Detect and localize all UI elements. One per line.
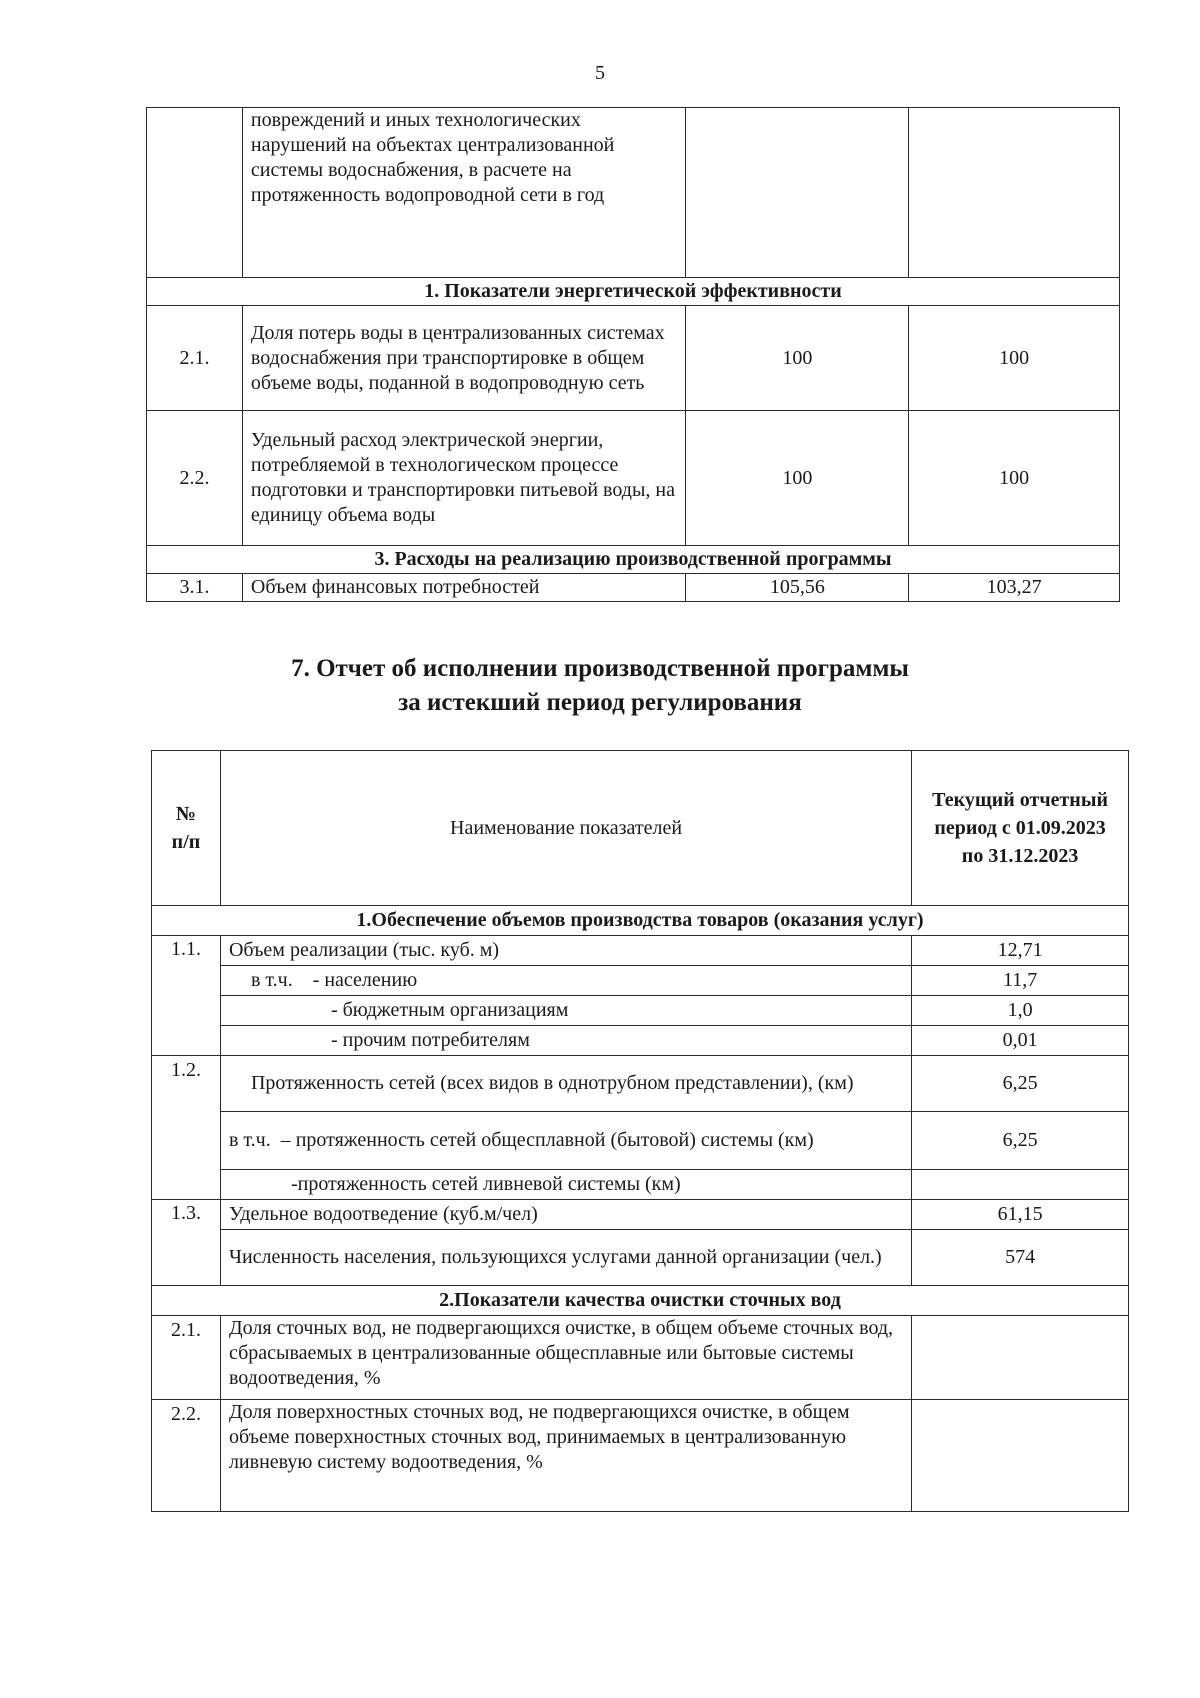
value-cell [909, 108, 1120, 278]
table-row [152, 936, 1129, 966]
header-name: Наименование показателей [220, 751, 911, 906]
value-cell [686, 108, 909, 278]
table-row [147, 574, 1120, 602]
table-row [152, 1170, 1129, 1200]
indicator-text: повреждений и иных технологических нарушений на объектах централизованной системы водоснабжения, в расчете на протяженность водопроводной сети в год [242, 108, 686, 278]
value-cell: 103,27 [909, 574, 1120, 602]
value-cell: 12,71 [912, 936, 1129, 966]
table-row [152, 1200, 1129, 1230]
indicator-text: Объем реализации (тыс. куб. м) [220, 936, 911, 966]
table-row [152, 1400, 1129, 1512]
section-row [152, 1286, 1129, 1316]
value-cell: 11,7 [912, 966, 1129, 996]
row-number: 2.2. [147, 411, 243, 546]
row-number: 2.2. [152, 1400, 221, 1512]
value-cell [912, 1400, 1129, 1512]
row-number: 1.3. [152, 1200, 221, 1286]
value-cell: 100 [686, 306, 909, 411]
section-heading: 1.Обеспечение объемов производства товаров (оказания услуг) [152, 906, 1129, 936]
table-row [152, 966, 1129, 996]
row-number: 2.1. [152, 1316, 221, 1400]
value-cell: 61,15 [912, 1200, 1129, 1230]
indicator-text: Протяженность сетей (всех видов в однотрубном представлении), (км) [220, 1056, 911, 1112]
value-cell: 6,25 [912, 1056, 1129, 1112]
table-row [152, 996, 1129, 1026]
indicator-text: -протяженность сетей ливневой системы (км) [220, 1170, 911, 1200]
value-cell: 0,01 [912, 1026, 1129, 1056]
row-number: 3.1. [147, 574, 243, 602]
indicator-text: Доля сточных вод, не подвергающихся очистке, в общем объеме сточных вод, сбрасываемых в централизованные общесплавные или бытовые системы водоотведения, % [220, 1316, 911, 1400]
value-cell: 100 [686, 411, 909, 546]
indicator-text: Доля потерь воды в централизованных системах водоснабжения при транспортировке в общем объеме воды, поданной в водопроводную сеть [242, 306, 686, 411]
value-cell [912, 1170, 1129, 1200]
indicator-text: - прочим потребителям [220, 1026, 911, 1056]
value-cell: 1,0 [912, 996, 1129, 1026]
table-row [147, 306, 1120, 411]
section-heading: 1. Показатели энергетической эффективности [147, 278, 1120, 306]
section-row [147, 546, 1120, 574]
value-cell: 105,56 [686, 574, 909, 602]
indicator-text: - бюджетным организациям [220, 996, 911, 1026]
section-heading: 2.Показатели качества очистки сточных вод [152, 1286, 1129, 1316]
indicator-text: Удельное водоотведение (куб.м/чел) [220, 1200, 911, 1230]
table-row [147, 411, 1120, 546]
value-cell: 100 [909, 306, 1120, 411]
indicator-text: в т.ч. – протяженность сетей общесплавной (бытовой) системы (км) [220, 1112, 911, 1170]
table-prev-continued [146, 107, 1120, 602]
indicator-text: в т.ч. - населению [220, 966, 911, 996]
indicator-text: Численность населения, пользующихся услугами данной организации (чел.) [220, 1230, 911, 1286]
indicator-text: Доля поверхностных сточных вод, не подвергающихся очистке, в общем объеме поверхностных сточных вод, принимаемых в централизованную ливневую систему водоотведения, % [220, 1400, 911, 1512]
indicator-text: Удельный расход электрической энергии, потребляемой в технологическом процессе подготовки и транспортировки питьевой воды, на единицу объема воды [242, 411, 686, 546]
page-number: 5 [595, 62, 605, 84]
section-title [0, 652, 1200, 720]
report-table [151, 750, 1129, 1512]
header-period: Текущий отчетный период с 01.09.2023 по 31.12.2023 [912, 751, 1129, 906]
table-row [152, 1316, 1129, 1400]
table-row [152, 1112, 1129, 1170]
table-row [152, 1026, 1129, 1056]
row-number: 1.2. [152, 1056, 221, 1200]
header-row [152, 751, 1129, 906]
row-number: 1.1. [152, 936, 221, 1056]
section-row [147, 278, 1120, 306]
section-row [152, 906, 1129, 936]
title-line-2: за истекший период регулирования [398, 689, 802, 716]
num-cell [147, 108, 243, 278]
section-heading: 3. Расходы на реализацию производственной программы [147, 546, 1120, 574]
table-row [152, 1230, 1129, 1286]
value-cell [912, 1316, 1129, 1400]
value-cell: 574 [912, 1230, 1129, 1286]
row-number: 2.1. [147, 306, 243, 411]
table-row [152, 1056, 1129, 1112]
value-cell: 6,25 [912, 1112, 1129, 1170]
header-num: № п/п [152, 751, 221, 906]
value-cell: 100 [909, 411, 1120, 546]
indicator-text: Объем финансовых потребностей [242, 574, 686, 602]
table-row [147, 108, 1120, 278]
title-line-1: 7. Отчет об исполнении производственной программы [291, 655, 909, 682]
